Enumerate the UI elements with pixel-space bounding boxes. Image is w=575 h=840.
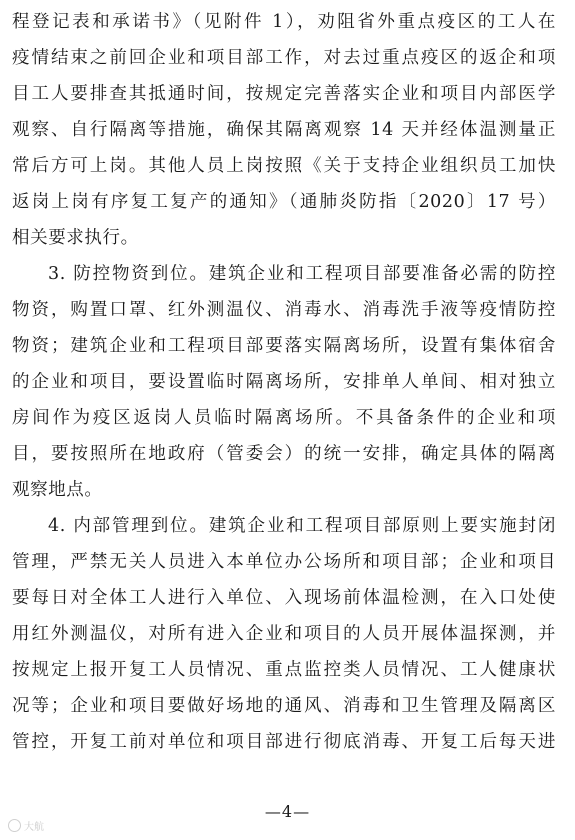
watermark-logo-icon — [8, 819, 21, 832]
body-line: 程登记表和承诺书》（见附件 1），劝阻省外重点疫区的工人在 — [12, 12, 556, 32]
body-line: 况等；企业和项目要做好场地的通风、消毒和卫生管理及隔离区 — [12, 696, 556, 716]
body-line: 常后方可上岗。其他人员上岗按照《关于支持企业组织员工加快 — [12, 156, 556, 176]
body-line: 管理，严禁无关人员进入本单位办公场所和项目部；企业和项目 — [12, 552, 556, 572]
body-line: 要每日对全体工人进行入单位、入现场前体温检测，在入口处使 — [12, 588, 556, 608]
body-line: 观察地点。 — [12, 480, 103, 500]
section-heading-line: 4. 内部管理到位。建筑企业和工程项目部原则上要实施封闭 — [48, 516, 556, 536]
body-line: 目，要按照所在地政府（管委会）的统一安排，确定具体的隔离 — [12, 444, 556, 464]
body-line: 目工人要排查其抵通时间，按规定完善落实企业和项目内部医学 — [12, 84, 556, 104]
body-line: 的企业和项目，要设置临时隔离场所，安排单人单间、相对独立 — [12, 372, 556, 392]
watermark — [8, 818, 44, 833]
body-line: 按规定上报开复工人员情况、重点监控类人员情况、工人健康状 — [12, 660, 556, 680]
section-heading-line: 3. 防控物资到位。建筑企业和工程项目部要准备必需的防控 — [48, 264, 556, 284]
body-line: 返岗上岗有序复工复产的通知》（通肺炎防指〔2020〕17 号） — [12, 192, 556, 212]
body-line: 物资，购置口罩、红外测温仪、消毒水、消毒洗手液等疫情防控 — [12, 300, 556, 320]
body-line: 用红外测温仪，对所有进入企业和项目的人员开展体温探测，并 — [12, 624, 556, 644]
body-line: 物资；建筑企业和工程项目部要落实隔离场所，设置有集体宿舍 — [12, 336, 556, 356]
body-line: 疫情结束之前回企业和项目部工作，对去过重点疫区的返企和项 — [12, 48, 556, 68]
body-line: 管控，开复工前对单位和项目部进行彻底消毒、开复工后每天进 — [12, 732, 556, 752]
watermark-text: 大航 — [24, 822, 44, 833]
page-number: —4— — [264, 802, 311, 821]
body-line: 观察、自行隔离等措施，确保其隔离观察 14 天并经体温测量正 — [12, 120, 556, 140]
body-line: 相关要求执行。 — [12, 228, 139, 248]
body-line: 房间作为疫区返岗人员临时隔离场所。不具备条件的企业和项 — [12, 408, 556, 428]
